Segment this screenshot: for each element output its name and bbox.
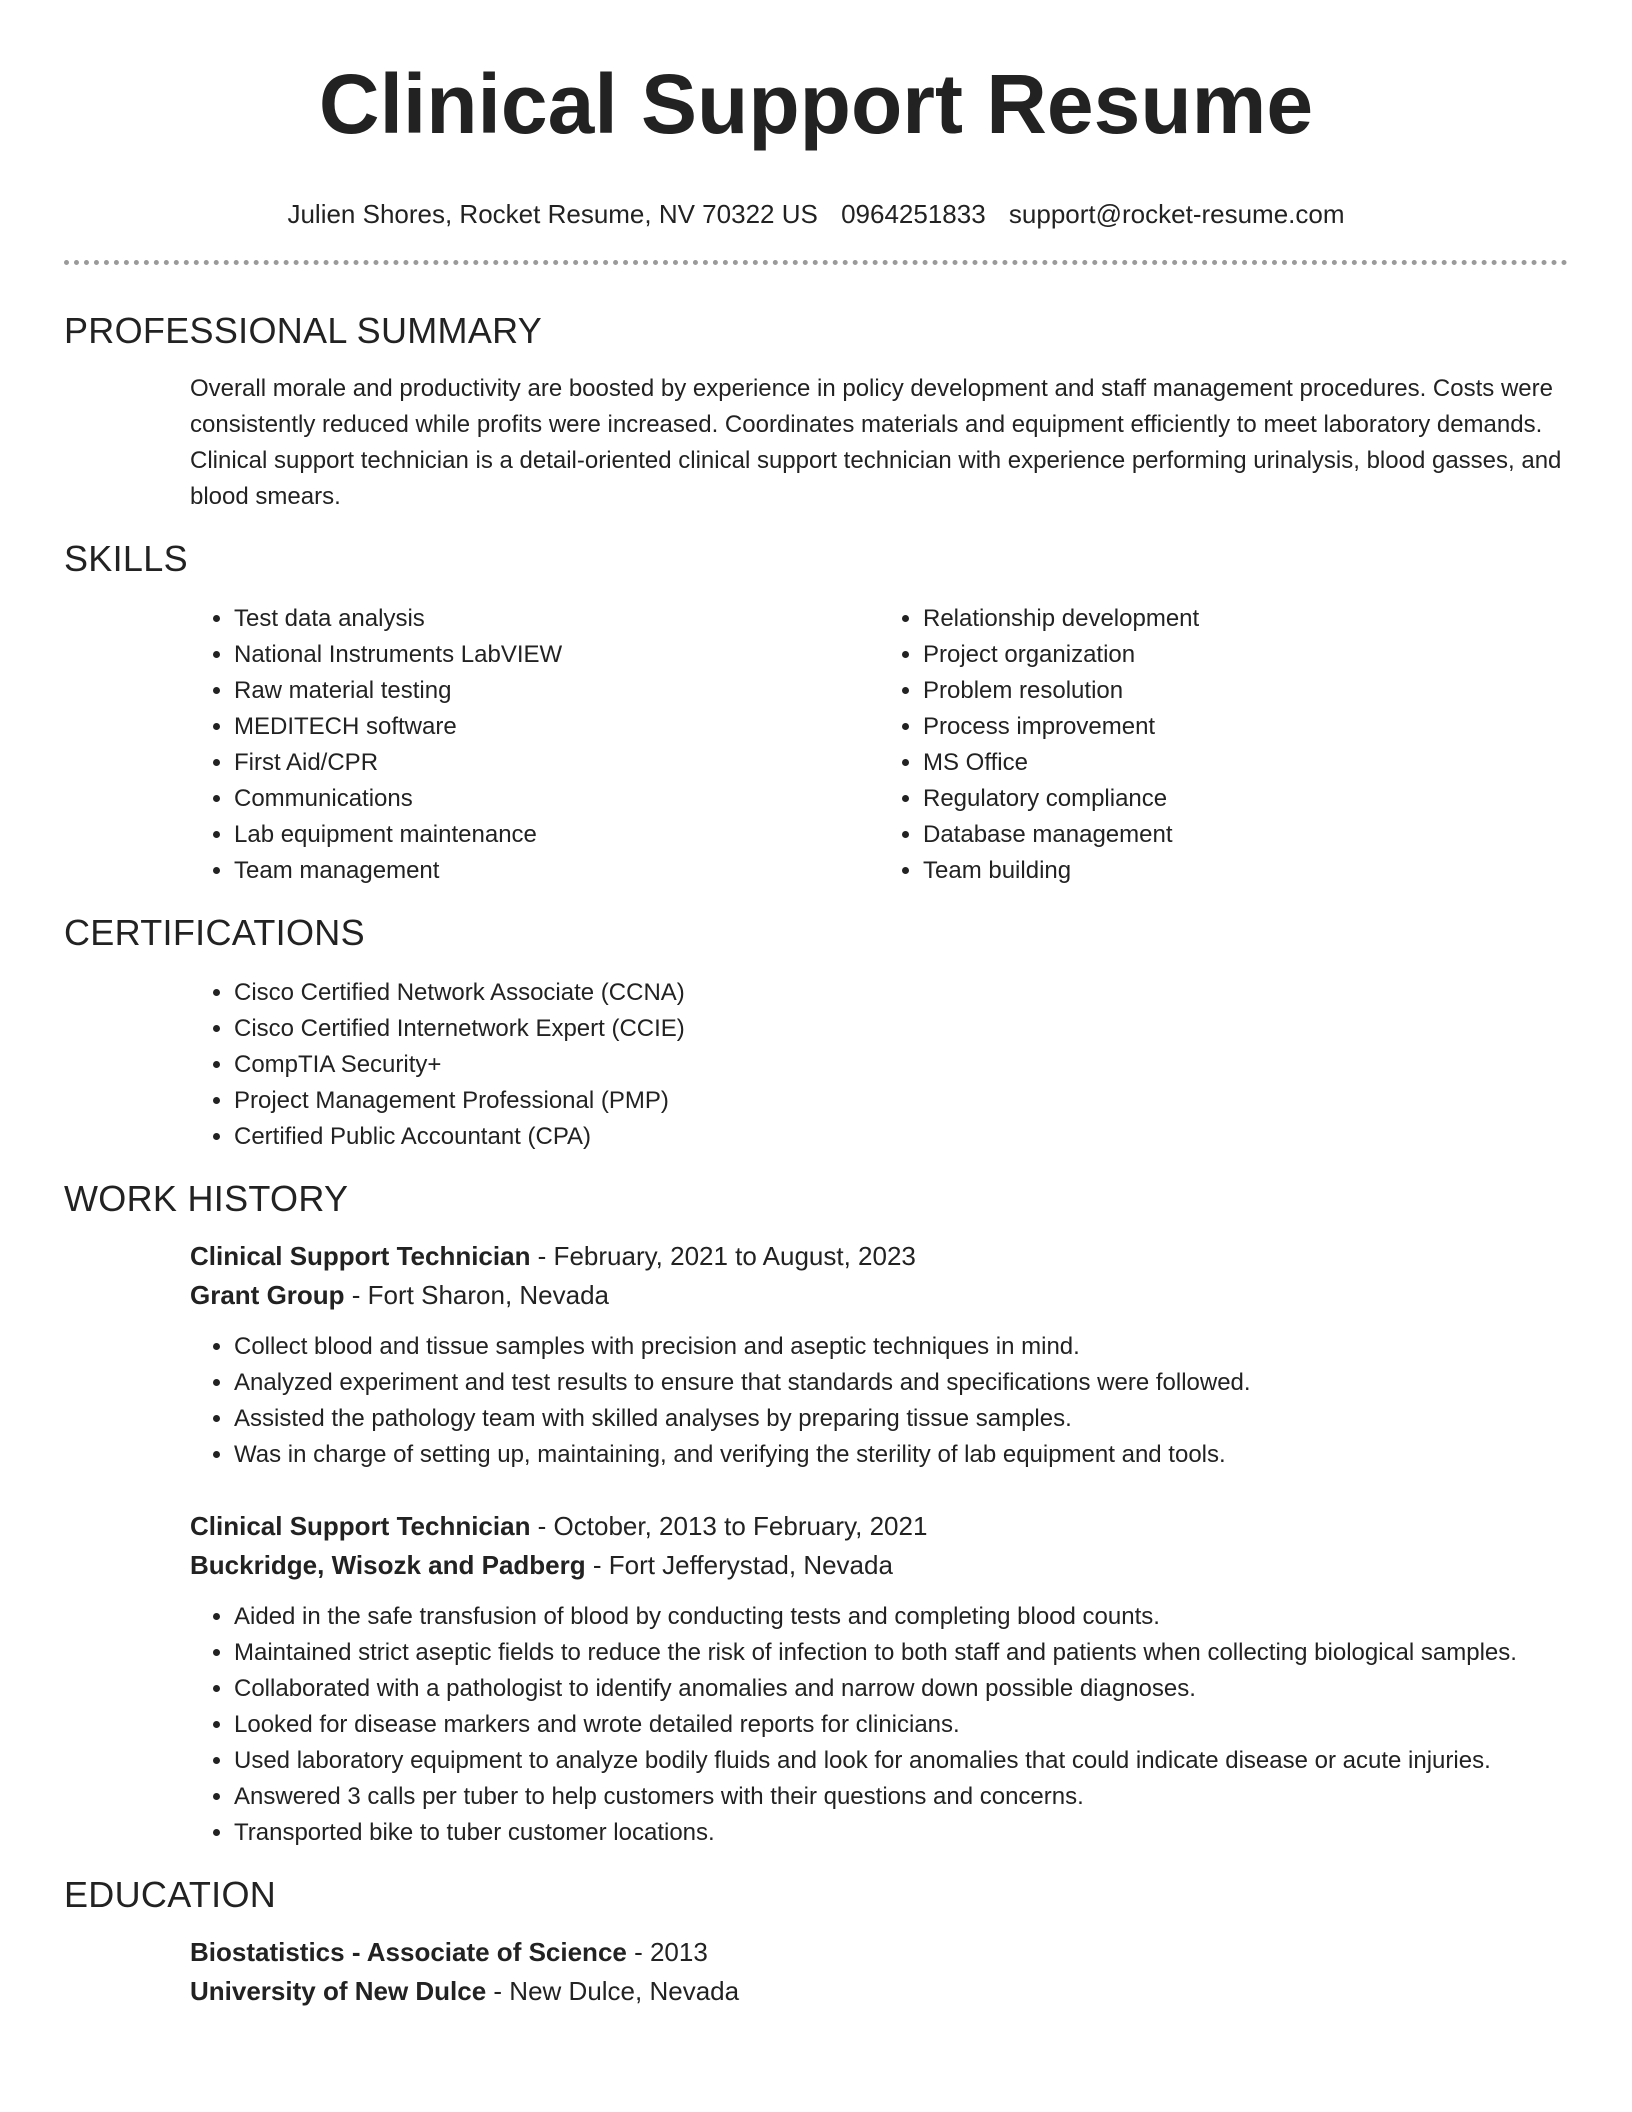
certification-item: • CompTIA Security+ [234, 1047, 1568, 1083]
job-duty: • Maintained strict aseptic fields to reduce the risk of infection to both staff and patients when collecting biological samples. [234, 1635, 1568, 1671]
skill-item: • MEDITECH software [234, 709, 879, 745]
skill-item: • First Aid/CPR [234, 745, 879, 781]
skill-item: • Raw material testing [234, 673, 879, 709]
job-duty: • Aided in the safe transfusion of blood by conducting tests and completing blood counts. [234, 1599, 1568, 1635]
job-duty: • Collect blood and tissue samples with precision and aseptic techniques in mind. [234, 1329, 1568, 1365]
education-year: - 2013 [626, 1937, 708, 1967]
job-duty: • Used laboratory equipment to analyze bodily fluids and look for anomalies that could indicate disease or acute injuries. [234, 1743, 1568, 1779]
job-duties-list [190, 1329, 1568, 1473]
education-degree: Biostatistics - Associate of Science [190, 1937, 627, 1967]
job-company-line [190, 1546, 1568, 1585]
dotted-divider [64, 260, 1568, 265]
job-location: - Fort Sharon, Nevada [344, 1280, 610, 1310]
skill-item: • Process improvement [923, 709, 1568, 745]
contact-address: Julien Shores, Rocket Resume, NV 70322 US [287, 199, 818, 229]
skill-item: • National Instruments LabVIEW [234, 637, 879, 673]
skill-item: • Relationship development [923, 601, 1568, 637]
skill-item: • Project organization [923, 637, 1568, 673]
education-degree-line [190, 1933, 1568, 1972]
skill-item: • Lab equipment maintenance [234, 817, 879, 853]
skill-item: • Problem resolution [923, 673, 1568, 709]
job-location: - Fort Jefferystad, Nevada [585, 1550, 893, 1580]
skills-list-left [190, 601, 879, 889]
certifications-heading: CERTIFICATIONS [64, 912, 365, 953]
certifications-section [190, 975, 1568, 1155]
education-location: - New Dulce, Nevada [486, 1976, 740, 2006]
job-title-line [190, 1507, 1568, 1546]
certification-item: • Cisco Certified Internetwork Expert (CCIE) [234, 1011, 1568, 1047]
skill-item: • Communications [234, 781, 879, 817]
resume-page [64, 0, 1568, 2011]
certification-item: • Cisco Certified Network Associate (CCNA) [234, 975, 1568, 1011]
job-title: Clinical Support Technician [190, 1511, 531, 1541]
job-title: Clinical Support Technician [190, 1241, 531, 1271]
skill-item: • Regulatory compliance [923, 781, 1568, 817]
job-duty: • Assisted the pathology team with skilled analyses by preparing tissue samples. [234, 1401, 1568, 1437]
job-entry [190, 1507, 1568, 1851]
job-company-line [190, 1276, 1568, 1315]
summary-section [190, 371, 1568, 515]
job-duty: • Transported bike to tuber customer locations. [234, 1815, 1568, 1851]
summary-heading: PROFESSIONAL SUMMARY [64, 310, 543, 351]
education-section [190, 1933, 1568, 2011]
skill-item: • Team management [234, 853, 879, 889]
education-school-line [190, 1972, 1568, 2011]
summary-text: Overall morale and productivity are boosted by experience in policy development and staff management procedures. Costs were consistently reduced while profits were increased. Coordinates materials and equipment efficiently to meet laboratory demands. Clinical support technician is a detail-oriented clinical support technician with experience performing urinalysis, blood gasses, and blood smears. [190, 375, 1562, 510]
certification-item: • Project Management Professional (PMP) [234, 1083, 1568, 1119]
job-title-line [190, 1237, 1568, 1276]
certification-item: • Certified Public Accountant (CPA) [234, 1119, 1568, 1155]
contact-email: support@rocket-resume.com [1008, 199, 1345, 229]
skill-item: • Team building [923, 853, 1568, 889]
job-duty: • Looked for disease markers and wrote detailed reports for clinicians. [234, 1707, 1568, 1743]
skill-item: • MS Office [923, 745, 1568, 781]
skill-item: • Database management [923, 817, 1568, 853]
job-dates: - October, 2013 to February, 2021 [530, 1511, 928, 1541]
resume-title: Clinical Support Resume [318, 57, 1314, 151]
skills-section [190, 601, 1568, 889]
skills-list-right [879, 601, 1568, 889]
certifications-list [190, 975, 1568, 1155]
skill-item: • Test data analysis [234, 601, 879, 637]
job-duty: • Collaborated with a pathologist to identify anomalies and narrow down possible diagnoses. [234, 1671, 1568, 1707]
education-heading: EDUCATION [64, 1874, 277, 1915]
job-entry [190, 1237, 1568, 1473]
job-duty: • Analyzed experiment and test results to ensure that standards and specifications were followed. [234, 1365, 1568, 1401]
work-history-section [190, 1237, 1568, 1851]
skills-heading: SKILLS [64, 538, 188, 579]
contact-line [64, 198, 1568, 230]
job-duties-list [190, 1599, 1568, 1851]
job-duty: • Answered 3 calls per tuber to help customers with their questions and concerns. [234, 1779, 1568, 1815]
job-company: Grant Group [190, 1280, 345, 1310]
job-dates: - February, 2021 to August, 2023 [530, 1241, 916, 1271]
job-company: Buckridge, Wisozk and Padberg [190, 1550, 586, 1580]
education-school: University of New Dulce [190, 1976, 487, 2006]
job-duty: • Was in charge of setting up, maintaining, and verifying the sterility of lab equipment and tools. [234, 1437, 1568, 1473]
contact-phone: 0964251833 [841, 199, 986, 229]
work-history-heading: WORK HISTORY [64, 1178, 349, 1219]
